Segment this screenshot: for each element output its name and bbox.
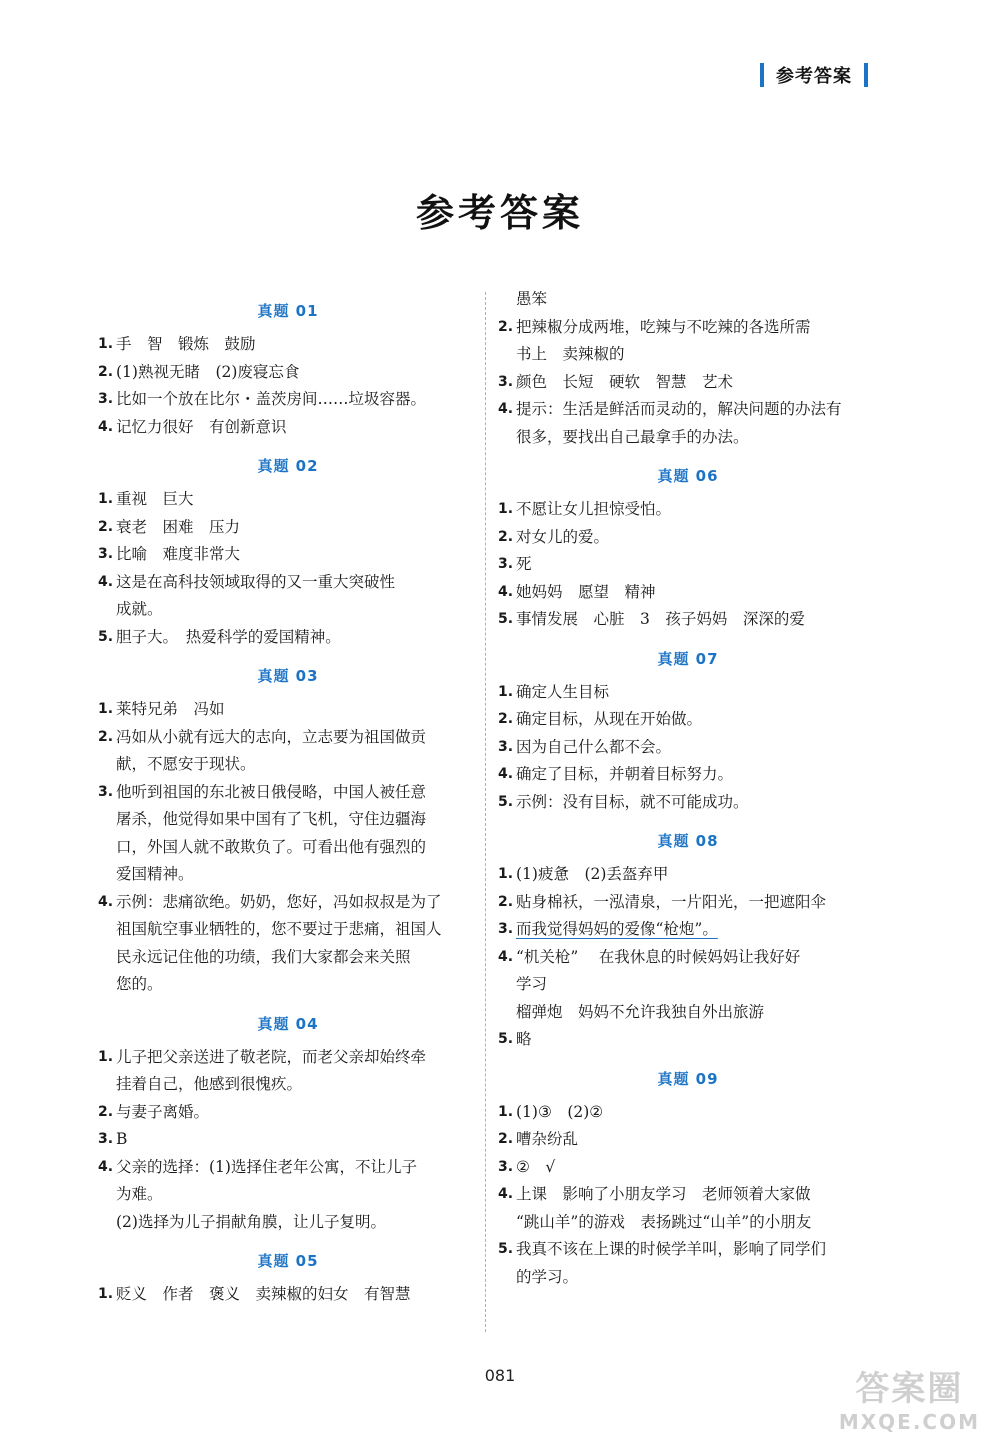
section-heading-06: 真题 06 — [657, 467, 719, 485]
answer-item: 3. 因为自己什么都不会。 — [498, 737, 672, 756]
answer-item: 1. 莱特兄弟 冯如 — [98, 700, 225, 718]
left-column — [98, 286, 478, 1309]
answer-continuation: “跳山羊”的游戏 表扬跳过“山羊”的小朋友 — [516, 1212, 812, 1231]
answer-item: 3. 比如一个放在比尔・盖茨房间……垃圾容器。 — [98, 390, 427, 408]
watermark-logo — [839, 1361, 980, 1434]
section-heading-08: 真题 08 — [657, 832, 719, 850]
running-header — [760, 62, 868, 88]
answer-item: 3. 颜色 长短 硬软 智慧 艺术 — [498, 372, 734, 391]
answer-item: 3. 死 — [498, 555, 532, 573]
answer-item: 2. 冯如从小就有远大的志向，立志要为祖国做贡 — [98, 727, 427, 746]
answer-item: 4. 示例：悲痛欲绝。奶奶，您好，冯如叔叔是为了 — [98, 892, 442, 911]
section-heading-02: 真题 02 — [257, 457, 319, 475]
header-bar-right — [864, 63, 868, 87]
answer-continuation: 爱国精神。 — [116, 865, 194, 883]
answer-item: 3. B — [98, 1130, 128, 1148]
answer-item: 4. 上课 影响了小朋友学习 老师领着大家做 — [498, 1185, 811, 1203]
section-heading-07: 真题 07 — [657, 649, 719, 668]
answer-item: 4. 她妈妈 愿望 精神 — [498, 582, 656, 601]
answer-item: 1. 手 智 锻炼 鼓励 — [98, 335, 256, 353]
answer-continuation: 挂着自己，他感到很愧疚。 — [116, 1075, 303, 1093]
section-heading-03: 真题 03 — [257, 667, 319, 685]
answer-item: 5. 略 — [498, 1030, 532, 1048]
answer-item: 2. 衰老 困难 压力 — [98, 517, 241, 536]
watermark-line2: MXQE.COM — [838, 1410, 980, 1434]
answer-item: 2. 贴身棉袄，一泓清泉，一片阳光，一把遮阳伞 — [498, 892, 827, 911]
answer-continuation: 您的。 — [116, 975, 163, 993]
answer-continuation: 学习 — [516, 975, 548, 993]
running-header-text: 参考答案 — [776, 66, 852, 87]
answer-continuation: (2)选择为儿子捐献角膜，让儿子复明。 — [116, 1212, 386, 1231]
answer-item: 4. 确定了目标，并朝着目标努力。 — [498, 765, 734, 783]
answer-item: 5. 胆子大。 热爱科学的爱国精神。 — [98, 627, 341, 646]
answer-item: 5. 我真不该在上课的时候学羊叫，影响了同学们 — [498, 1240, 827, 1258]
answer-item: 4. 记忆力很好 有创新意识 — [98, 417, 287, 436]
answer-item: 3. 他听到祖国的东北被日俄侵略，中国人被任意 — [98, 782, 427, 801]
answer-item: 1. 贬义 作者 褒义 卖辣椒的妇女 有智慧 — [98, 1285, 411, 1303]
answer-item: 5. 事情发展 心脏 3 孩子妈妈 深深的爱 — [498, 610, 805, 628]
answer-item: 2. 把辣椒分成两堆，吃辣与不吃辣的各选所需 — [498, 317, 811, 336]
section-heading-01: 真题 01 — [257, 302, 319, 320]
answer-item: 4. 父亲的选择：(1)选择住老年公寓，不让儿子 — [98, 1157, 417, 1176]
answer-item: 2. 嘈杂纷乱 — [498, 1130, 579, 1148]
answer-item: 2. 与妻子离婚。 — [98, 1102, 210, 1121]
answer-item: 3. 比喻 难度非常大 — [98, 545, 241, 563]
answer-item: 1. 不愿让女儿担惊受怕。 — [498, 500, 672, 518]
answer-item: 2. (1)熟视无睹 (2)废寝忘食 — [98, 362, 300, 381]
answer-continuation: 成就。 — [116, 600, 163, 618]
answer-continuation: 口，外国人就不敢欺负了。可看出他有强烈的 — [116, 837, 427, 856]
answer-continuation: 的学习。 — [516, 1267, 579, 1286]
answer-item: 4. 提示：生活是鲜活而灵动的，解决问题的办法有 — [498, 400, 842, 418]
column-divider — [485, 292, 486, 1332]
right-column — [498, 286, 878, 1291]
answer-continuation: 榴弹炮 妈妈不允许我独自外出旅游 — [516, 1002, 765, 1021]
page-number: 081 — [484, 1366, 516, 1385]
answer-item: 1. 儿子把父亲送进了敬老院，而老父亲却始终牵 — [98, 1047, 427, 1066]
answer-item: 4. 这是在高科技领域取得的又一重大突破性 — [98, 572, 396, 591]
section-heading-09: 真题 09 — [657, 1069, 719, 1088]
answer-item: 2. 对女儿的爱。 — [498, 527, 610, 546]
answer-continuation: 民永远记住他的功绩，我们大家都会来关照 — [116, 947, 411, 966]
answer-item: 1. 重视 巨大 — [98, 490, 194, 508]
answer-continuation: 祖国航空事业牺牲的，您不要过于悲痛，祖国人 — [116, 920, 442, 938]
answer-continuation: 为难。 — [116, 1185, 163, 1203]
answer-item: 3. 而我觉得妈妈的爱像“枪炮”。 — [498, 920, 718, 938]
answer-item: 5. 示例：没有目标，就不可能成功。 — [498, 792, 749, 811]
answer-continuation: 屠杀，他觉得如果中国有了飞机，守住边疆海 — [116, 810, 427, 828]
answer-continuation: 献，不愿安于现状。 — [116, 755, 256, 773]
watermark-line1: 答案圈 — [855, 1369, 964, 1409]
answer-item: 3. ② √ — [498, 1157, 556, 1176]
answer-item: 1. (1)疲惫 (2)丢盔弃甲 — [498, 865, 669, 883]
answer-item: 2. 确定目标，从现在开始做。 — [498, 710, 703, 728]
answer-item: 4. “机关枪” 在我休息的时候妈妈让我好好 — [498, 947, 801, 966]
answer-item: 1. 确定人生目标 — [498, 682, 610, 701]
answer-continuation: 书上 卖辣椒的 — [516, 345, 625, 363]
answer-continuation: 很多，要找出自己最拿手的办法。 — [516, 427, 749, 446]
answer-continuation: 愚笨 — [516, 290, 548, 308]
page-title: 参考答案 — [415, 191, 584, 235]
section-heading-04: 真题 04 — [257, 1014, 319, 1033]
section-heading-05: 真题 05 — [257, 1252, 319, 1270]
answer-item: 1. (1)③ (2)② — [498, 1102, 604, 1121]
